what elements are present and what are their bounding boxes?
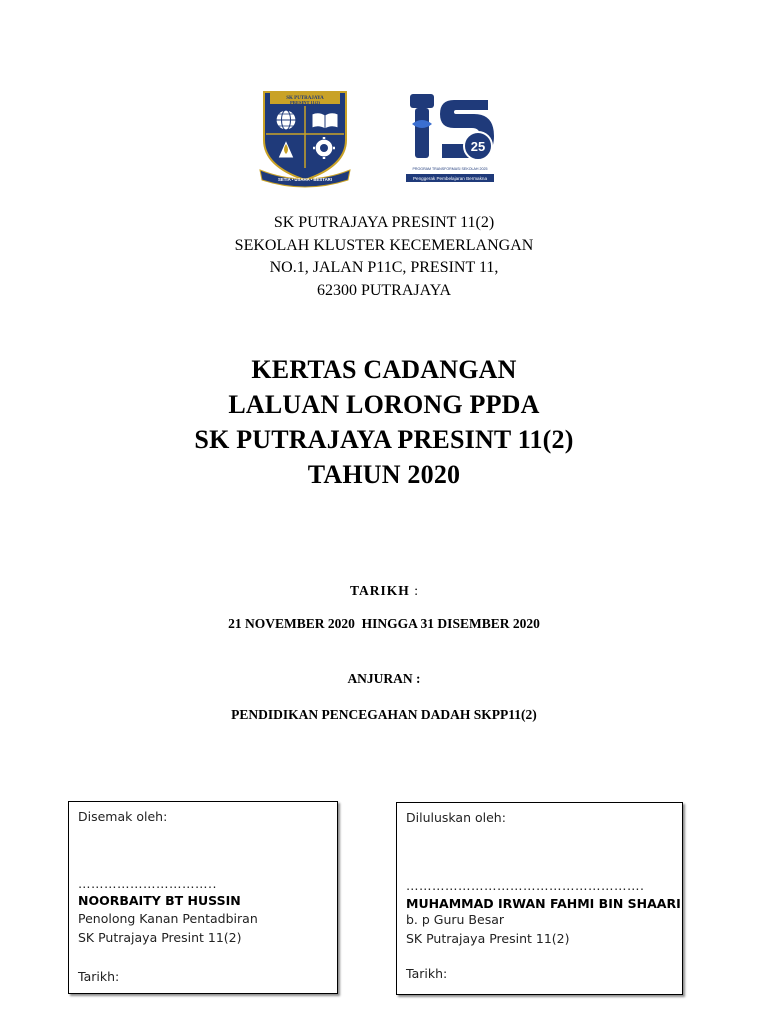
signature-line: ………………………………………………. <box>406 878 645 893</box>
school-address <box>0 212 768 302</box>
school-crest-icon <box>258 88 352 188</box>
tarikh-value: 21 NOVEMBER 2020 HINGGA 31 DISEMBER 2020 <box>228 616 540 631</box>
logo-row <box>0 88 768 188</box>
signature-box-approved <box>396 802 683 995</box>
school-street: NO.1, JALAN P11C, PRESINT 11, <box>269 259 499 276</box>
document-title <box>0 352 768 492</box>
signature-line: ………………………….. <box>78 876 217 891</box>
title-line-3: SK PUTRAJAYA PRESINT 11(2) <box>194 425 574 454</box>
crest-line-1: SK PUTRAJAYA <box>286 96 324 101</box>
approved-by-label: Diluluskan oleh: <box>406 810 506 825</box>
school-postcode: 62300 PUTRAJAYA <box>316 281 452 299</box>
tarikh-label-text: TARIKH <box>350 583 410 598</box>
ts-number: 25 <box>470 139 486 154</box>
reviewer-school: SK Putrajaya Presint 11(2) <box>78 930 242 945</box>
crest-motto: SETIA • USAHA • BESTARI <box>278 177 332 182</box>
reviewed-by-label: Disemak oleh: <box>78 809 168 824</box>
school-name: SK PUTRAJAYA PRESINT 11(2) <box>273 214 495 231</box>
approver-school: SK Putrajaya Presint 11(2) <box>406 931 570 946</box>
ts25-logo-icon <box>402 88 498 186</box>
tarikh-colon: : <box>414 583 418 598</box>
school-cluster: SEKOLAH KLUSTER KECEMERLANGAN <box>234 236 534 254</box>
ts-text-2: Penggerak Pembelajaran Bermakna <box>412 176 488 181</box>
anjuran-value: PENDIDIKAN PENCEGAHAN DADAH SKPP11(2) <box>231 707 537 722</box>
tarikh-label <box>0 583 768 599</box>
approver-date-label: Tarikh: <box>406 966 448 981</box>
approver-name: MUHAMMAD IRWAN FAHMI BIN SHAARI <box>406 896 681 911</box>
approver-role: b. p Guru Besar <box>406 912 505 927</box>
signature-box-reviewed <box>68 801 338 994</box>
title-line-2: LALUAN LORONG PPDA <box>228 390 540 419</box>
reviewer-name: NOORBAITY BT HUSSIN <box>78 893 241 908</box>
anjuran-label: ANJURAN : <box>347 671 421 686</box>
title-line-1: KERTAS CADANGAN <box>251 355 517 384</box>
ts-text-1: PROGRAM TRANSFORMASI SEKOLAH 2025 <box>412 167 488 171</box>
crest-line-2: PRESINT 11(2) <box>289 100 321 105</box>
reviewer-role: Penolong Kanan Pentadbiran <box>78 911 258 926</box>
title-line-4: TAHUN 2020 <box>307 460 461 489</box>
reviewer-date-label: Tarikh: <box>78 969 120 984</box>
